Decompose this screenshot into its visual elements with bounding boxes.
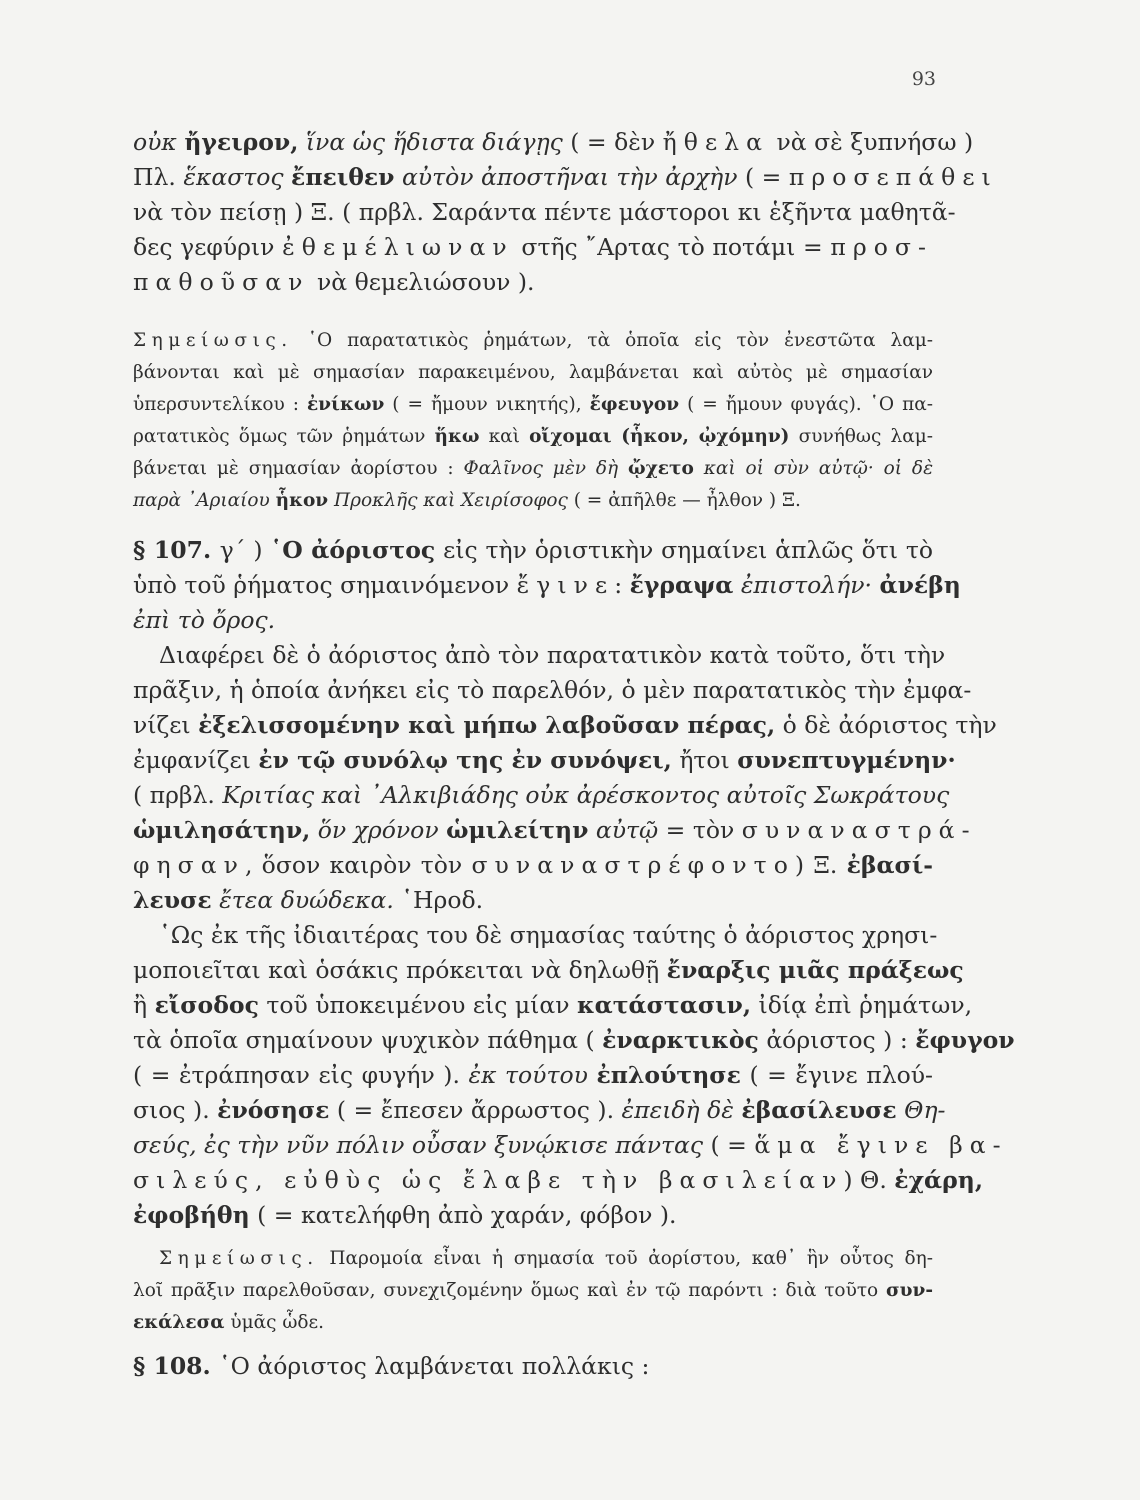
text-segment: Παρομοία εἶναι ἡ σημασία τοῦ ἀορίστου, καθ᾿ ἣν οὗτος δη- xyxy=(318,1248,933,1269)
text-line xyxy=(133,198,956,226)
text-segment: νίζει xyxy=(133,711,199,739)
text-line xyxy=(133,458,933,479)
text-segment: Φαλῖνος μὲν δὴ xyxy=(463,458,629,479)
text-segment: μοποιεῖται καὶ ὁσάκις πρόκειται νὰ δηλωθῇ xyxy=(133,956,667,984)
text-segment: Διαφέρει δὲ ὁ ἀόριστος ἀπὸ τὸν παρατατικὸν κατὰ τοῦτο, ὅτι τὴν xyxy=(159,641,946,669)
text-line xyxy=(133,233,933,261)
text-segment: συν- xyxy=(886,1280,933,1301)
text-segment: ( = ἤμουν φυγάς). ῾Ο πα- xyxy=(679,394,933,415)
text-segment: στῆς ῎Αρτας τὸ ποτάμι = xyxy=(513,233,831,261)
text-segment: Σημείωσις. xyxy=(159,1248,319,1269)
text-segment: ἤγειρον, xyxy=(184,128,299,156)
text-line xyxy=(133,746,956,774)
text-segment: ἐξελισσομένην καὶ μήπω λαβοῦσαν πέρας, xyxy=(198,711,776,739)
text-line xyxy=(133,1312,933,1333)
text-segment: ἀόριστος ) : xyxy=(758,1026,916,1054)
text-line xyxy=(133,921,938,949)
text-segment: ἐπλούτησε xyxy=(596,1061,741,1089)
text-segment: ἢ xyxy=(133,991,155,1019)
text-line xyxy=(133,268,933,296)
text-segment: συνεπτυγμένην· xyxy=(737,746,956,774)
text-line xyxy=(133,1026,1015,1054)
text-line xyxy=(133,1352,933,1380)
text-line xyxy=(133,781,950,809)
text-segment: ἀνέβη xyxy=(879,571,961,599)
text-segment: εἴσοδος xyxy=(154,991,259,1019)
text-segment: ὡμιλησάτην, xyxy=(133,816,311,844)
text-segment: βάνεται μὲ σημασίαν ἀορίστου : xyxy=(133,458,464,479)
text-segment: παρὰ ᾿Αριαίου xyxy=(133,490,276,511)
text-line xyxy=(133,711,997,739)
text-line xyxy=(133,128,974,156)
text-segment: εκάλεσα xyxy=(133,1312,225,1333)
text-segment: εἰς τὴν ὁριστικὴν σημαίνει ἁπλῶς ὅτι τὸ xyxy=(435,536,934,564)
text-segment: ἔφυγον xyxy=(915,1026,1015,1054)
text-segment: ὑπὸ τοῦ ῥήματος σημαινόμενον xyxy=(133,571,517,599)
page-number: 93 xyxy=(911,68,936,90)
text-line xyxy=(133,1201,933,1229)
text-line xyxy=(133,330,933,351)
text-segment: ἐπειδὴ δὲ xyxy=(621,1096,742,1124)
text-segment: ( = xyxy=(703,1131,755,1159)
text-segment: αὐτῷ xyxy=(588,816,659,844)
text-segment: ( = ἔγινε πλού- xyxy=(740,1061,933,1089)
text-line xyxy=(133,956,964,984)
text-segment: βάνονται καὶ μὲ σημασίαν παρακειμένου, λαμβάνεται καὶ αὐτὸς μὲ σημασίαν xyxy=(133,362,933,383)
text-segment: φησαν xyxy=(133,851,245,879)
text-segment: Κριτίας καὶ ᾿Αλκιβιάδης οὐκ ἀρέσκοντος αὐτοῖς Σωκράτους xyxy=(222,781,950,809)
text-segment: ἐναρκτικὸς xyxy=(602,1026,759,1054)
text-segment: ἔγινε xyxy=(516,571,615,599)
text-segment: ἐθεμέλιωναν xyxy=(282,233,514,261)
text-segment: τοῦ ὑποκειμένου εἰς μίαν xyxy=(258,991,577,1019)
text-segment: προσ- xyxy=(830,233,933,261)
text-segment: ἐνίκων xyxy=(306,394,385,415)
text-segment: τὰ ὁποῖα σημαίνουν ψυχικὸν πάθημα ( xyxy=(133,1026,603,1054)
text-line xyxy=(133,1280,933,1301)
text-segment: , ὅσον καιρὸν τὸν xyxy=(244,851,472,879)
text-segment: σιος ). xyxy=(133,1096,218,1124)
text-segment: ἐβασί- xyxy=(846,851,933,879)
text-segment: ἕκαστος xyxy=(183,163,292,191)
text-line xyxy=(133,571,961,599)
text-segment: ἥκω xyxy=(434,426,480,447)
text-segment: ( = δὲν xyxy=(570,128,663,156)
text-segment: ὑπερσυντελίκου : xyxy=(133,394,307,415)
text-segment: ὅν χρόνον xyxy=(310,816,447,844)
text-segment: ( = ἤμουν νικητής), xyxy=(384,394,590,415)
text-line xyxy=(133,426,933,447)
text-segment: δες γεφύριν xyxy=(133,233,283,261)
text-segment: λοῖ πρᾶξιν παρελθοῦσαν, συνεχιζομένην ὅμως καὶ ἐν τῷ παρόντι : διὰ τοῦτο xyxy=(133,1280,886,1301)
text-line xyxy=(133,1248,933,1269)
text-line xyxy=(133,1096,946,1124)
text-segment: γ΄ ) xyxy=(219,536,271,564)
text-segment: προσεπάθει xyxy=(788,163,998,191)
text-segment: ὁ δὲ ἀόριστος τὴν xyxy=(775,711,997,739)
text-segment: σιλεύς, εὐθὺς ὡς ἔλαβε τὴν βασιλείαν xyxy=(133,1166,844,1194)
text-segment: : xyxy=(614,571,630,599)
text-segment: ἐβασίλευσε xyxy=(741,1096,897,1124)
text-segment: ἤθελα xyxy=(662,128,770,156)
text-segment: οἴχομαι (ἧκον, ᾠχόμην) xyxy=(529,426,790,447)
text-line xyxy=(133,851,933,879)
text-segment: ἵνα ὡς ἥδιστα διάγῃς xyxy=(298,128,571,156)
text-segment: Πλ. xyxy=(133,163,184,191)
text-segment: ἤτοι xyxy=(671,746,738,774)
text-segment: ῾Ως ἐκ τῆς ἰδιαιτέρας του δὲ σημασίας ταύτης ὁ ἀόριστος χρησι- xyxy=(159,921,938,949)
text-line xyxy=(133,536,933,564)
text-segment: ( = ἀπῆλθε — ἦλθον ) Ξ. xyxy=(567,490,801,511)
text-segment: ᾤχετο xyxy=(628,458,694,479)
text-segment: ῾Ηροδ. xyxy=(401,886,484,914)
text-segment: ( = ἐτράπησαν εἰς φυγήν ). xyxy=(133,1061,469,1089)
text-segment: ὡμιλείτην xyxy=(446,816,589,844)
text-segment: ἐνόσησε xyxy=(217,1096,330,1124)
text-segment: συναναστρά- xyxy=(741,816,977,844)
text-line xyxy=(133,490,933,511)
text-segment: ἐφοβήθη xyxy=(133,1201,250,1229)
text-segment: οὐκ xyxy=(133,128,185,156)
text-segment: συνήθως λαμ- xyxy=(789,426,934,447)
text-line xyxy=(133,886,933,914)
text-segment: ἔγραψα xyxy=(629,571,734,599)
text-segment: ρατατικὸς ὅμως τῶν ῥημάτων xyxy=(133,426,435,447)
text-segment: ἐν τῷ συνόλῳ της ἐν συνόψει, xyxy=(258,746,672,774)
text-segment: ( = ἔπεσεν ἄρρωστος ). xyxy=(329,1096,622,1124)
text-segment: σεύς, ἐς τὴν νῦν πόλιν οὖσαν ξυνῴκισε πάντας xyxy=(133,1131,704,1159)
text-segment: ἰδίᾳ ἐπὶ ῥημάτων, xyxy=(751,991,973,1019)
text-line xyxy=(133,641,946,669)
text-segment: λευσε xyxy=(133,886,212,914)
text-segment: συναναστρέφοντο xyxy=(471,851,795,879)
text-segment: ἔτεα δυώδεκα. xyxy=(211,886,402,914)
text-segment: καὶ xyxy=(479,426,530,447)
text-line xyxy=(133,1131,1008,1159)
text-segment: ) Θ. xyxy=(843,1166,895,1194)
text-segment: ὑμᾶς ὧδε. xyxy=(224,1312,325,1333)
text-line xyxy=(133,991,973,1019)
text-line xyxy=(133,394,933,415)
text-segment: ῾Ο ἀόριστος λαμβάνεται πολλάκις : xyxy=(218,1352,650,1380)
text-segment: ἐπὶ τὸ ὄρος. xyxy=(133,606,276,634)
text-segment: ἐκ τούτου xyxy=(468,1061,597,1089)
text-segment: ἐπιστολήν· xyxy=(733,571,880,599)
text-segment: § 108. xyxy=(133,1352,219,1380)
text-line xyxy=(133,1061,933,1089)
text-line xyxy=(133,816,977,844)
text-segment: Προκλῆς καὶ Χειρίσοφος xyxy=(328,490,568,511)
text-segment: ) Ξ. xyxy=(794,851,847,879)
text-segment: ( = xyxy=(745,163,789,191)
text-segment: πρᾶξιν, ἡ ὁποία ἀνήκει εἰς τὸ παρελθόν, ὁ μὲν παρατατικὸς τὴν ἐμφα- xyxy=(133,676,972,704)
text-segment: καὶ οἱ σὺν αὐτῷ· οἱ δὲ xyxy=(693,458,933,479)
text-line xyxy=(133,606,933,634)
text-segment: ( πρβλ. xyxy=(133,781,223,809)
text-segment: νὰ τὸν πείσῃ ) Ξ. ( πρβλ. Σαράντα πέντε μάστοροι κι ἑξῆντα μαθητᾶ- xyxy=(133,198,956,226)
text-segment: ἐχάρη, xyxy=(894,1166,984,1194)
text-segment: ἔφευγον xyxy=(589,394,680,415)
text-segment: ἧκον xyxy=(275,490,329,511)
text-line xyxy=(133,163,998,191)
text-segment: Θη- xyxy=(896,1096,946,1124)
text-segment: ἔναρξις μιᾶς πράξεως xyxy=(666,956,964,984)
text-segment: = τὸν xyxy=(658,816,742,844)
text-segment: ῾Ο ἀόριστος xyxy=(270,536,436,564)
text-segment: νὰ σὲ ξυπνήσω ) xyxy=(769,128,974,156)
text-segment: Σημείωσις. xyxy=(133,330,293,351)
text-segment: ἅμα ἔγινε βα- xyxy=(754,1131,1008,1159)
text-line xyxy=(133,362,933,383)
text-segment: ἔπειθεν xyxy=(291,163,395,191)
text-segment: παθοῦσαν xyxy=(133,268,310,296)
text-segment: § 107. xyxy=(133,536,220,564)
text-segment: κατάστασιν, xyxy=(577,991,752,1019)
text-segment: αὐτὸν ἀποστῆναι τὴν ἀρχὴν xyxy=(394,163,746,191)
text-line xyxy=(133,676,972,704)
text-segment: ῾Ο παρατατικὸς ῥημάτων, τὰ ὁποῖα εἰς τὸν ἐνεστῶτα λαμ- xyxy=(292,330,933,351)
text-segment: ( = κατελήφθη ἀπὸ χαράν, φόβον ). xyxy=(249,1201,677,1229)
text-segment: ἐμφανίζει xyxy=(133,746,259,774)
text-segment: νὰ θεμελιώσουν ). xyxy=(309,268,535,296)
text-line xyxy=(133,1166,984,1194)
